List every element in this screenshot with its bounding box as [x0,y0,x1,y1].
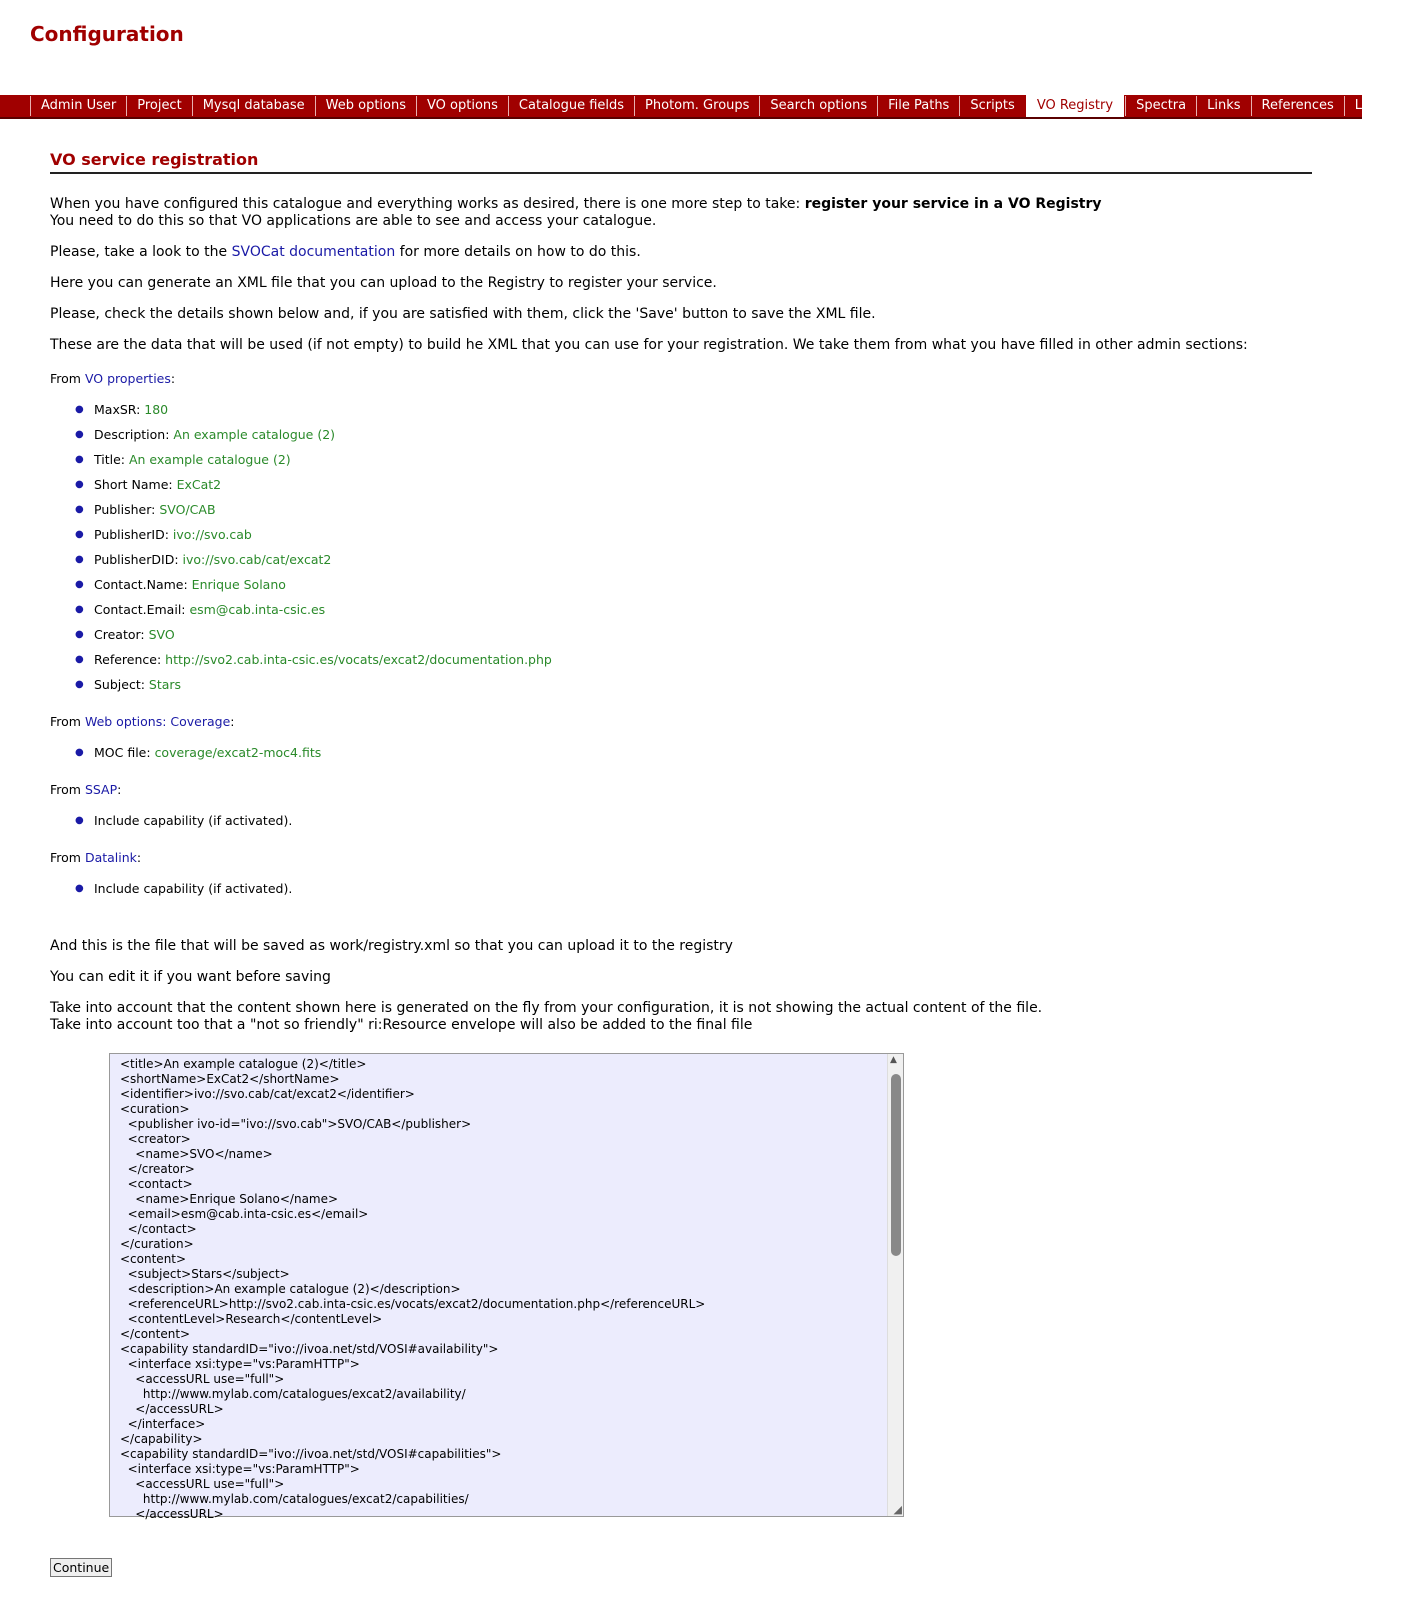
bullet-icon: ● [75,679,84,690]
list-item: ● Short Name: ExCat2 [75,472,1312,497]
list-item: ● Creator: SVO [75,622,1312,647]
xml-editor[interactable] [109,1053,904,1521]
list-item: ● PublisherDID: ivo://svo.cab/cat/excat2 [75,547,1312,572]
ssap-item: Include capability (if activated). [94,813,293,828]
prop-key: Contact.Name [94,577,184,592]
list-item: ● MOC file: coverage/excat2-moc4.fits [75,740,1312,765]
prop-value: 180 [144,402,169,417]
ssap-link[interactable]: SSAP [84,782,118,797]
prop-key: Creator [94,627,141,642]
vo-properties-link[interactable]: VO properties [84,371,171,386]
nav-file-paths[interactable]: File Paths [877,96,959,116]
nav-spectra[interactable]: Spectra [1125,96,1196,116]
section-title: VO service registration [50,150,1312,174]
intro-bold: register your service in a VO Registry [804,196,1102,212]
list-item: ● PublisherID: ivo://svo.cab [75,522,1312,547]
generate-text: Here you can generate an XML file that you can upload to the Registry to register your service. [50,275,717,291]
list-item: ● Subject: Stars [75,672,1312,697]
app-title: Configuration [30,22,184,46]
colon: : [117,782,122,797]
list-item [75,808,1312,833]
from-label: From [50,850,85,865]
prop-value: SVO [148,627,175,642]
resize-grip-icon[interactable]: ◢ [893,1503,902,1516]
bullet-icon: ● [75,479,84,490]
svocat-documentation-link[interactable]: SVOCat documentation [231,244,396,260]
prop-value: ivo://svo.cab/cat/excat2 [182,552,332,567]
prop-key: Publisher [94,502,152,517]
nav-logout[interactable]: Logout [1344,96,1409,116]
prop-key: Title [94,452,121,467]
main-nav [0,95,1400,119]
bullet-icon: ● [75,579,84,590]
from-label: From [50,371,85,386]
prop-value: An example catalogue (2) [173,427,336,442]
prop-value: coverage/excat2-moc4.fits [154,745,322,760]
prop-value: http://svo2.cab.inta-csic.es/vocats/excat2/documentation.php [165,652,552,667]
nav-catalogue-fields[interactable]: Catalogue fields [508,96,634,116]
continue-button[interactable]: Continue [50,1558,112,1577]
from-web-options [50,713,1312,730]
bullet-icon: ● [75,454,84,465]
vo-properties-list [50,397,1312,697]
nav-vo-registry[interactable]: VO Registry [1026,95,1124,117]
prop-key: Subject [94,677,141,692]
prop-value: esm@cab.inta-csic.es [189,602,326,617]
nav-links[interactable]: Links [1196,96,1250,116]
bullet-icon: ● [75,883,84,894]
from-label: From [50,782,85,797]
datalink-list [50,876,1312,901]
check-text: Please, check the details shown below and, if you are satisfied with them, click the 'Save' button to save the XML file. [50,306,876,322]
prop-value: ExCat2 [176,477,222,492]
bullet-icon: ● [75,747,84,758]
nav-search-options[interactable]: Search options [759,96,877,116]
bullet-icon: ● [75,529,84,540]
web-options-coverage-link[interactable]: Web options: Coverage [84,714,231,729]
doc-prefix: Please, take a look to the [50,244,232,260]
intro-line2: You need to do this so that VO applications are able to see and access your catalogue. [50,213,657,229]
scroll-thumb[interactable] [891,1074,901,1256]
nav-references[interactable]: References [1251,96,1344,116]
prop-key: PublisherID [94,527,165,542]
doc-text [50,244,1312,261]
nav-vo-options[interactable]: VO options [416,96,508,116]
prop-value: Stars [148,677,182,692]
nav-project[interactable]: Project [126,96,191,116]
list-item: ● Description: An example catalogue (2) [75,422,1312,447]
main-content [50,150,1312,1034]
intro-line1: When you have configured this catalogue and everything works as desired, there is one more step to take: [50,196,805,212]
edit-text: You can edit it if you want before saving [50,969,331,985]
prop-key: Reference [94,652,157,667]
bullet-icon: ● [75,629,84,640]
intro-text [50,196,1312,230]
prop-value: An example catalogue (2) [128,452,291,467]
list-item: ● Contact.Email: esm@cab.inta-csic.es [75,597,1312,622]
list-item: ● Reference: http://svo2.cab.inta-csic.es/vocats/excat2/documentation.php [75,647,1312,672]
nav-admin-user[interactable]: Admin User [30,96,126,116]
from-vo-properties [50,370,1312,387]
prop-key: Contact.Email [94,602,182,617]
list-item [75,876,1312,901]
colon: : [170,371,176,386]
account-line2: Take into account too that a "not so friendly" ri:Resource envelope will also be added to the final file [50,1017,753,1033]
account-text [50,1000,1312,1034]
nav-mysql-database[interactable]: Mysql database [192,96,315,116]
datalink-item: Include capability (if activated). [94,881,293,896]
bullet-icon: ● [75,404,84,415]
prop-key: MOC file [94,745,147,760]
prop-key: Description [94,427,166,442]
xml-content[interactable]: <title>An example catalogue (2)</title> <shortName>ExCat2</shortName> <identifier>ivo://svo.cab/cat/excat2</identifier> <curation> <publisher ivo-id="ivo://svo.cab">SVO/CAB</publisher> <creator> <name>SVO</name> </creator> <contact> <name>Enrique Solano</name> <email>esm@cab.inta-csic.es</email> </contact> </curation> <content> <subject>Stars</subject> <description>An example catalogue (2)</description> <referenceURL>http://svo2.cab.inta-csic.es/vocats/excat2/documentation.php</referenceURL> <contentLevel>Research</contentLevel> </content> <capability standardID="ivo://ivoa.net/std/VOSI#availability"> <interface xsi:type="vs:ParamHTTP"> <accessURL use="full"> http://www.mylab.com/catalogues/excat2/availability/ </accessURL> </interface> </capability> <capability standardID="ivo://ivoa.net/std/VOSI#capabilities"> <interface xsi:type="vs:ParamHTTP"> <accessURL use="full"> http://www.mylab.com/catalogues/excat2/capabilities/ </accessURL> [120,1057,706,1521]
coverage-list [50,740,1312,765]
bullet-icon: ● [75,429,84,440]
prop-value: SVO/CAB [159,502,216,517]
from-label: From [50,714,85,729]
account-line1: Take into account that the content shown here is generated on the fly from your configuration, it is not showing the actual content of the file. [50,1000,1043,1016]
from-ssap [50,781,1312,798]
list-item: ● MaxSR: 180 [75,397,1312,422]
from-datalink [50,849,1312,866]
colon: : [136,850,142,865]
file-text: And this is the file that will be saved as work/registry.xml so that you can upload it to the registry [50,938,733,954]
bullet-icon: ● [75,554,84,565]
scroll-up-icon[interactable]: ▲ [890,1055,897,1065]
list-item: ● Publisher: SVO/CAB [75,497,1312,522]
list-item: ● Title: An example catalogue (2) [75,447,1312,472]
prop-value: ivo://svo.cab [172,527,252,542]
bullet-icon: ● [75,654,84,665]
prop-key: MaxSR [94,402,137,417]
bullet-icon: ● [75,815,84,826]
colon: : [230,714,235,729]
data-text: These are the data that will be used (if not empty) to build he XML that you can use for your registration. We take them from what you have filled in other admin sections: [50,337,1248,353]
xml-scrollbar[interactable] [887,1054,903,1516]
prop-value: Enrique Solano [191,577,286,592]
nav-scripts[interactable]: Scripts [959,96,1024,116]
bullet-icon: ● [75,604,84,615]
bullet-icon: ● [75,504,84,515]
prop-key: Short Name [94,477,169,492]
datalink-link[interactable]: Datalink [84,850,137,865]
nav-web-options[interactable]: Web options [315,96,416,116]
nav-photom-groups[interactable]: Photom. Groups [634,96,759,116]
prop-key: PublisherDID [94,552,175,567]
list-item: ● Contact.Name: Enrique Solano [75,572,1312,597]
doc-suffix: for more details on how to do this. [395,244,641,260]
ssap-list [50,808,1312,833]
